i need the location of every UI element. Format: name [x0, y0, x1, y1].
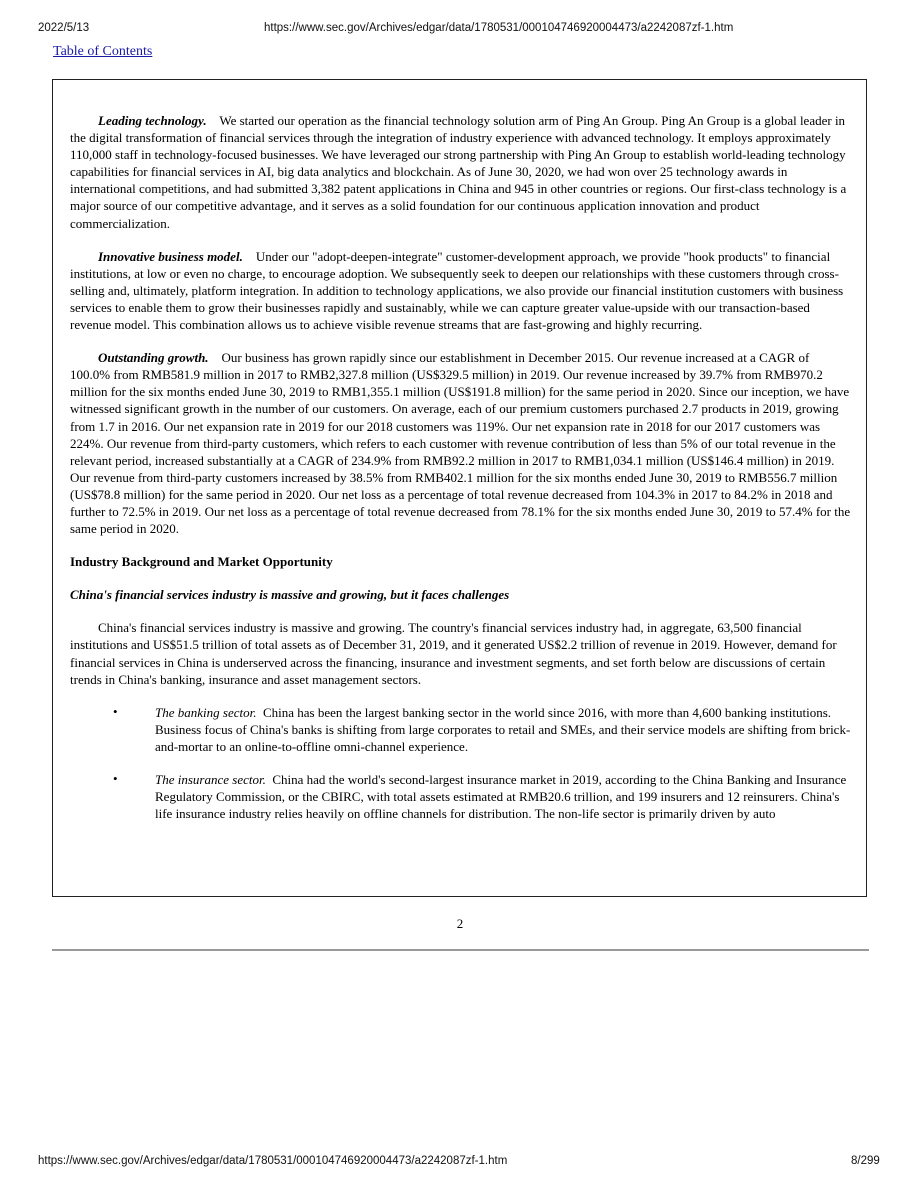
- bullet-lead: The insurance sector.: [155, 772, 266, 787]
- table-of-contents-link[interactable]: Table of Contents: [53, 44, 153, 59]
- footer-page-count: 8/299: [851, 1155, 880, 1167]
- paragraph-business-model: [70, 248, 852, 333]
- section-heading: Industry Background and Market Opportunity: [70, 554, 333, 570]
- paragraph-leading-technology: [70, 112, 852, 232]
- paragraph-text: Under our "adopt-deepen-integrate" customer-development approach, we provide "hook products" to financial institutions, at low or even no charge, to encourage adoption. We subsequently seek to deepen our relationships with these customers through cross-selling and, ultimately, platform integration. In addition to technology applications, we also provide our financial institution customers with business services to enable them to grow their businesses rapidly and sustainably, while we can capture greater value-upside with our transaction-based revenue model. This combination allows us to achieve visible revenue streams that are fast-growing and highly recurring.: [70, 248, 844, 333]
- header-url: https://www.sec.gov/Archives/edgar/data/1780531/000104746920004473/a2242087zf-1.htm: [264, 22, 734, 34]
- document-body: [70, 112, 852, 838]
- bullet-text: China had the world's second-largest insurance market in 2019, according to the China Banking and Insurance Regulatory Commission, or the CBIRC, with total assets estimated at RMB20.6 trillion, and 199 insurers and 12 reinsurers. China's life insurance industry relies heavily on offline channels for distribution. The non-life sector is primarily driven by auto: [155, 772, 847, 822]
- bullet-item-insurance: [70, 771, 852, 822]
- page-number: 2: [456, 916, 464, 931]
- bullet-icon: •: [113, 771, 118, 786]
- paragraph-industry: China's financial services industry is massive and growing. The country's financial services industry had, in aggregate, 63,500 financial institutions and US$51.5 trillion of total assets as of December 31, 2019, and it generated US$2.2 trillion of revenue in 2019. However, demand for financial services in China is underserved across the financing, insurance and investment segments, and set forth below are discussions of certain trends in China's banking, insurance and asset management sectors.: [70, 620, 837, 687]
- paragraph-text: Our business has grown rapidly since our establishment in December 2015. Our revenue increased at a CAGR of 100.0% from RMB581.9 million in 2017 to RMB2,327.8 million (US$329.5 million) in 2019. Our revenue increased by 39.7% from RMB970.2 million for the six months ended June 30, 2019 to RMB1,355.1 million (US$191.8 million) for the same period in 2020. Since our inception, we have witnessed significant growth in the number of our customers. On average, each of our premium customers purchased 2.7 products in 2019, growing from 1.7 in 2016. Our net expansion rate in 2019 for our 2018 customers was 119%. Our net expansion rate in 2018 for our 2017 customers was 224%. Our revenue from third-party customers, which refers to each customer with revenue contribution of less than 5% of our total revenue in the relevant period, increased substantially at a CAGR of 234.9% from RMB92.2 million in 2017 to RMB1,034.1 million (US$146.4 million) in 2019. Our revenue from third-party customers increased by 38.5% from RMB402.1 million for the six months ended June 30, 2019 to RMB556.7 million (US$78.8 million) for the same period in 2020. Our net loss as a percentage of total revenue decreased from 104.3% in 2017 to 84.2% in 2018 and further to 72.5% in 2019. Our net loss as a percentage of total revenue decreased from 78.1% for the six months ended June 30, 2019 to 57.4% for the same period in 2020.: [70, 350, 851, 537]
- sub-heading: China's financial services industry is massive and growing, but it faces challenges: [70, 587, 510, 603]
- bullet-item-banking: [70, 704, 852, 755]
- bullet-lead: The banking sector.: [155, 704, 257, 720]
- page-divider: [52, 949, 869, 951]
- paragraph-lead: Outstanding growth.: [98, 350, 209, 366]
- bullet-text: China has been the largest banking sector in the world since 2016, with more than 4,600 banking institutions. Business focus of China's banks is shifting from large corporates to retail and SMEs, and their service models are shifting from brick-and-mortar to an online-to-offline omni-channel experience.: [155, 704, 851, 754]
- paragraph-lead: Leading technology.: [98, 113, 207, 128]
- print-date: 2022/5/13: [38, 22, 90, 34]
- footer-url: https://www.sec.gov/Archives/edgar/data/1780531/000104746920004473/a2242087zf-1.htm: [38, 1155, 508, 1167]
- paragraph-text: We started our operation as the financial technology solution arm of Ping An Group. Ping An Group is a global leader in the digital transformation of financial services through the integration of industry experience with advanced technology. It employs approximately 110,000 staff in technology-focused businesses. We have leveraged our strong partnership with Ping An Group to establish world-leading technology capabilities for financial services in AI, big data analytics and blockchain. As of June 30, 2020, we had won over 25 technology awards in international competitions, and had submitted 3,382 patent applications in China and 945 in other countries or regions. Our first-class technology is a major source of our competitive advantage, and it serves as a solid foundation for our continuous application innovation and product commercialization.: [70, 113, 847, 231]
- bullet-icon: •: [113, 703, 118, 719]
- paragraph-lead: Innovative business model.: [98, 248, 243, 264]
- paragraph-growth: [70, 349, 852, 537]
